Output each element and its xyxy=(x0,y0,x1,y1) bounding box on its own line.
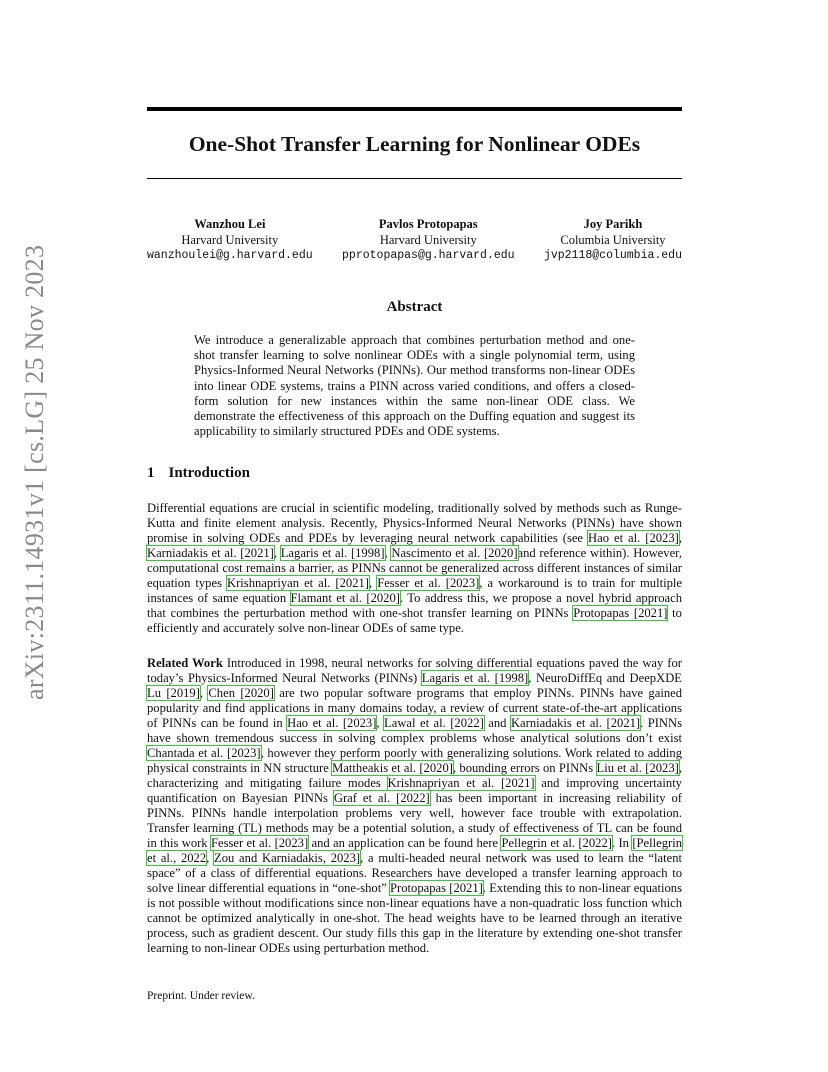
citation-link[interactable]: Nascimento et al. [2020] xyxy=(391,546,518,560)
citation-link[interactable]: Karniadakis et al. [2021] xyxy=(510,716,641,730)
author-2 xyxy=(342,216,515,264)
citation-link[interactable]: Mattheakis et al. [2020] xyxy=(332,761,453,775)
text-run: , a multi-headed neural network was used to learn the “latent space” of a class of differential equations. Researchers have developed a transfer learning approach to solve linear differential equations in “one-shot” xyxy=(147,851,683,895)
intro-paragraph xyxy=(147,501,682,636)
citation-link[interactable]: Lagaris et al. [1998] xyxy=(421,671,529,685)
text-run: , however they perform poorly with generalizing solutions. Work related to adding physical constraints in NN structure xyxy=(147,746,682,775)
citation-link[interactable]: [Pellegrin et al., 2022 xyxy=(147,836,682,865)
text-run: , xyxy=(273,546,281,560)
text-run: and an application can be found here xyxy=(308,836,502,850)
paper-title: One-Shot Transfer Learning for Nonlinear ODEs xyxy=(188,132,641,156)
author-affiliation: Columbia University xyxy=(560,233,666,247)
author-name: Pavlos Protopapas xyxy=(378,217,478,231)
author-affiliation: Harvard University xyxy=(181,233,279,247)
citation-link[interactable]: Lagaris et al. [1998] xyxy=(280,546,385,560)
text-run: , xyxy=(199,686,209,700)
citation-link[interactable]: Liu et al. [2023] xyxy=(596,761,679,775)
abstract-heading: Abstract xyxy=(386,299,443,315)
text-run: , xyxy=(678,531,683,545)
author-block xyxy=(147,216,682,264)
text-run: , bounding errors on PINNs xyxy=(452,761,597,775)
author-name: Joy Parikh xyxy=(583,217,643,231)
text-run: and xyxy=(483,716,511,730)
title-bottom-rule xyxy=(147,178,682,179)
citation-link[interactable]: Protopapas [2021] xyxy=(573,606,668,620)
citation-link[interactable]: Lu [2019] xyxy=(147,686,200,700)
text-run: , xyxy=(384,546,392,560)
author-1 xyxy=(147,216,313,264)
text-run: Introduced in 1998, neural networks for solving differential equations paved the way for today’s Physics-Informed Neural Networks (PINNs) xyxy=(147,656,682,685)
author-email: jvp2118@columbia.edu xyxy=(543,249,682,262)
text-run: . PINNs have shown tremendous success in solving complex problems whose analytical solutions don’t exist xyxy=(147,716,683,745)
author-3 xyxy=(544,216,682,264)
citation-link[interactable]: Krishnapriyan et al. [2021] xyxy=(387,776,535,790)
author-email: wanzhoulei@g.harvard.edu xyxy=(147,249,313,262)
citation-link[interactable]: Pellegrin et al. [2022] xyxy=(501,836,612,850)
citation-link[interactable]: Chen [2020] xyxy=(208,686,274,700)
related-work-body xyxy=(147,656,682,955)
section-title: Introduction xyxy=(168,465,250,481)
preprint-footer: Preprint. Under review. xyxy=(147,990,255,1002)
text-run: , a workaround is to train for multiple instances of same equation xyxy=(147,576,682,605)
text-run: are two popular software programs that employ PINNs. PINNs have gained popularity and find applications in many domains today, a review of current state-of-the-art applications of PINNs can be found in xyxy=(147,686,682,730)
citation-link[interactable]: Hao et al. [2023] xyxy=(588,531,679,545)
citation-link[interactable]: Zou and Karniadakis, 2023] xyxy=(214,851,361,865)
author-name: Wanzhou Lei xyxy=(194,217,266,231)
related-work-runin-heading: Related Work xyxy=(147,656,223,670)
arxiv-identifier-text: arXiv:2311.14931v1 [cs.LG] 25 Nov 2023 xyxy=(20,244,49,700)
related-work-paragraph xyxy=(147,656,682,956)
text-run: Differential equations are crucial in scientific modeling, traditionally solved by methods such as Runge-Kutta and finite element analysis. Recently, Physics-Informed Neural Networks (PINNs) have shown promise in solving ODEs and PDEs by leveraging neural network capabilities (see xyxy=(147,501,682,545)
text-run: . Extending this to non-linear equations is not possible without modifications since non-linear equations have a non-quadratic loss function which cannot be optimized analytically in one-shot. The head weights have to be learned through an iterative process, such as gradient descent. Our study fills this gap in the literature by extending one-shot transfer learning to non-linear ODEs using perturbation method. xyxy=(147,881,682,955)
title-top-rule xyxy=(147,107,682,111)
citation-link[interactable]: Lawal et al. [2022] xyxy=(384,716,484,730)
section-heading-introduction xyxy=(147,465,250,482)
citation-link[interactable]: Fesser et al. [2023] xyxy=(377,576,480,590)
text-run: , characterizing and mitigating failure modes xyxy=(147,761,682,790)
text-run: and reference within). However, computational cost remains a barrier, as PINNs cannot be generalized across different instances of similar equation types xyxy=(147,546,683,590)
text-run: and improving uncertainty quantification on Bayesian PINNs xyxy=(147,776,682,805)
text-run: , xyxy=(376,716,385,730)
citation-link[interactable]: Chantada et al. [2023] xyxy=(147,746,261,760)
citation-link[interactable]: Fesser et al. [2023] xyxy=(210,836,309,850)
citation-link[interactable]: Protopapas [2021] xyxy=(390,881,483,895)
citation-link[interactable]: Flamant et al. [2020] xyxy=(290,591,400,605)
text-run: has been important in increasing reliability of PINNs. PINNs handle interpolation problems very well, however face trouble with extrapolation. Transfer learning (TL) methods may be a potential solution, a study of effectiveness of TL can be found in this work xyxy=(147,791,682,850)
text-run: . In xyxy=(611,836,633,850)
citation-link[interactable]: Graf et al. [2022] xyxy=(333,791,430,805)
text-run: , xyxy=(206,851,215,865)
text-run: to efficiently and accurately solve non-linear ODEs of same type. xyxy=(147,606,682,635)
abstract-text: We introduce a generalizable approach that combines perturbation method and one-shot transfer learning to solve nonlinear ODEs with a single polynomial term, using Physics-Informed Neural Networks (PINNs). Our method transforms non-linear ODEs into linear ODE systems, trains a PINN across varied conditions, and offers a closed-form solution for new instances within the same non-linear ODE class. We demonstrate the effectiveness of this approach on the Duffing equation and suggest its applicability to similarly structured PDEs and ODE systems. xyxy=(194,333,635,439)
citation-link[interactable]: Krishnapriyan et al. [2021] xyxy=(227,576,370,590)
author-affiliation: Harvard University xyxy=(379,233,477,247)
text-run: , xyxy=(369,576,378,590)
text-run: , NeuroDiffEq and DeepXDE xyxy=(528,671,682,685)
text-run: . To address this, we propose a novel hybrid approach that combines the perturbation method with one-shot transfer learning on PINNs xyxy=(147,591,682,620)
author-email: pprotopapas@g.harvard.edu xyxy=(342,249,515,262)
citation-link[interactable]: Hao et al. [2023] xyxy=(287,716,377,730)
citation-link[interactable]: Karniadakis et al. [2021] xyxy=(147,546,274,560)
section-number: 1 xyxy=(147,465,155,481)
